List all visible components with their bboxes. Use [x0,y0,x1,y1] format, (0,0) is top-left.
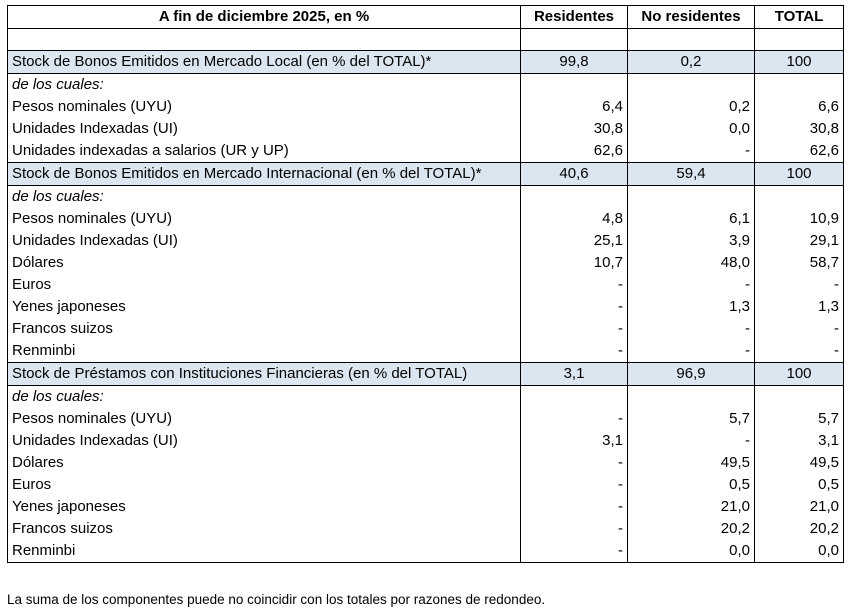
row-total: - [755,318,844,340]
section-total: 100 [755,363,844,386]
data-table [7,5,844,563]
row-residentes: - [521,452,628,474]
row-label: Francos suizos [8,518,521,540]
row-label: Pesos nominales (UYU) [8,408,521,430]
row-residentes: - [521,274,628,296]
row-label: Pesos nominales (UYU) [8,96,521,118]
table-row [8,340,844,363]
empty-cell [521,386,628,409]
footnote: La suma de los componentes puede no coincidir con los totales por razones de redondeo. [7,592,546,607]
section-title: Stock de Bonos Emitidos en Mercado Local (en % del TOTAL)* [8,51,521,74]
subheading-row [8,74,844,97]
row-residentes: - [521,296,628,318]
row-total: 62,6 [755,140,844,163]
row-no-residentes: - [628,318,755,340]
blank-row [8,29,844,51]
section-title: Stock de Bonos Emitidos en Mercado Internacional (en % del TOTAL)* [8,163,521,186]
row-residentes: 4,8 [521,208,628,230]
row-no-residentes: 3,9 [628,230,755,252]
row-label: Dólares [8,252,521,274]
subheading-label: de los cuales: [8,386,521,409]
row-residentes: - [521,496,628,518]
row-label: Unidades indexadas a salarios (UR y UP) [8,140,521,163]
subheading-label: de los cuales: [8,186,521,209]
header-total: TOTAL [755,6,844,29]
table-row [8,452,844,474]
table-row [8,118,844,140]
row-no-residentes: - [628,140,755,163]
table-row [8,208,844,230]
section-row [8,363,844,386]
table-row [8,518,844,540]
empty-cell [755,74,844,97]
row-residentes: - [521,340,628,363]
table-row [8,140,844,163]
section-residentes: 40,6 [521,163,628,186]
section-row [8,51,844,74]
row-no-residentes: 21,0 [628,496,755,518]
header-residentes: Residentes [521,6,628,29]
row-total: 6,6 [755,96,844,118]
subheading-row [8,186,844,209]
subheading-row [8,386,844,409]
table-body [8,29,844,563]
row-label: Yenes japoneses [8,296,521,318]
row-label: Yenes japoneses [8,496,521,518]
row-no-residentes: 0,0 [628,118,755,140]
table-row [8,408,844,430]
row-residentes: 3,1 [521,430,628,452]
row-total: 3,1 [755,430,844,452]
table-row [8,318,844,340]
row-residentes: 30,8 [521,118,628,140]
row-residentes: - [521,408,628,430]
row-total: 21,0 [755,496,844,518]
empty-cell [628,74,755,97]
row-label: Pesos nominales (UYU) [8,208,521,230]
table-row [8,474,844,496]
row-residentes: - [521,474,628,496]
row-label: Renminbi [8,540,521,563]
row-no-residentes: 48,0 [628,252,755,274]
row-label: Euros [8,274,521,296]
empty-cell [755,386,844,409]
row-label: Dólares [8,452,521,474]
header-period: A fin de diciembre 2025, en % [8,6,521,29]
row-total: 20,2 [755,518,844,540]
table-row [8,274,844,296]
section-no-residentes: 96,9 [628,363,755,386]
section-no-residentes: 59,4 [628,163,755,186]
row-residentes: - [521,318,628,340]
row-total: 10,9 [755,208,844,230]
row-no-residentes: 0,0 [628,540,755,563]
section-row [8,163,844,186]
row-no-residentes: 0,2 [628,96,755,118]
subheading-label: de los cuales: [8,74,521,97]
row-total: - [755,340,844,363]
row-residentes: 25,1 [521,230,628,252]
row-total: 30,8 [755,118,844,140]
row-label: Unidades Indexadas (UI) [8,230,521,252]
row-total: 0,0 [755,540,844,563]
row-no-residentes: - [628,274,755,296]
row-label: Unidades Indexadas (UI) [8,430,521,452]
row-label: Francos suizos [8,318,521,340]
row-no-residentes: 20,2 [628,518,755,540]
row-total: 0,5 [755,474,844,496]
row-no-residentes: - [628,340,755,363]
row-label: Unidades Indexadas (UI) [8,118,521,140]
table-row [8,540,844,563]
row-total: 1,3 [755,296,844,318]
section-total: 100 [755,163,844,186]
table-row [8,296,844,318]
row-no-residentes: 0,5 [628,474,755,496]
row-total: 29,1 [755,230,844,252]
header-no-residentes: No residentes [628,6,755,29]
empty-cell [628,186,755,209]
section-no-residentes: 0,2 [628,51,755,74]
row-total: 5,7 [755,408,844,430]
row-total: - [755,274,844,296]
empty-cell [521,74,628,97]
empty-cell [755,186,844,209]
empty-cell [628,386,755,409]
row-label: Renminbi [8,340,521,363]
row-no-residentes: 5,7 [628,408,755,430]
table-row [8,96,844,118]
row-residentes: 62,6 [521,140,628,163]
row-total: 49,5 [755,452,844,474]
header-row [8,6,844,29]
section-residentes: 99,8 [521,51,628,74]
table-row [8,496,844,518]
table-row [8,430,844,452]
row-residentes: - [521,540,628,563]
empty-cell [521,186,628,209]
table-row [8,230,844,252]
table-row [8,252,844,274]
row-label: Euros [8,474,521,496]
row-total: 58,7 [755,252,844,274]
section-residentes: 3,1 [521,363,628,386]
row-residentes: - [521,518,628,540]
row-no-residentes: 49,5 [628,452,755,474]
row-residentes: 10,7 [521,252,628,274]
section-total: 100 [755,51,844,74]
row-no-residentes: 1,3 [628,296,755,318]
section-title: Stock de Préstamos con Instituciones Financieras (en % del TOTAL) [8,363,521,386]
row-residentes: 6,4 [521,96,628,118]
row-no-residentes: 6,1 [628,208,755,230]
row-no-residentes: - [628,430,755,452]
